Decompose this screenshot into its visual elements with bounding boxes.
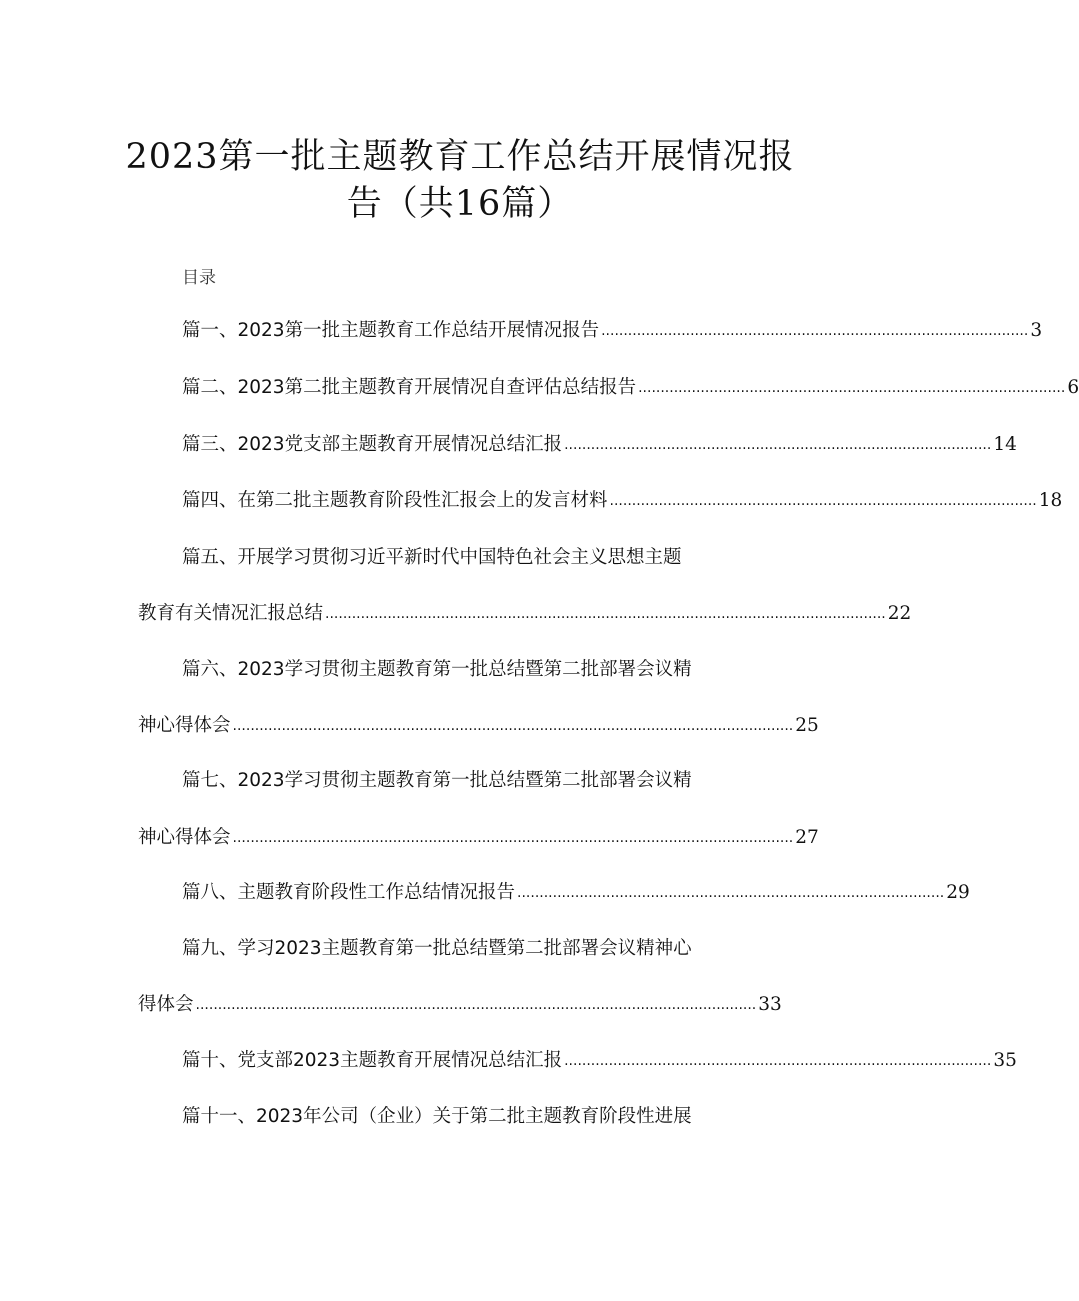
toc-leader-dots: ................................................................................................ (609, 493, 1037, 509)
toc-page-number: 27 (795, 827, 819, 848)
document-title-line-2: 告（共16篇） (346, 184, 574, 224)
toc-entry-9-line-1[interactable]: 篇九、学习2023主题教育第一批总结暨第二批部署会议精神心 (182, 938, 692, 959)
toc-leader-dots: ................................................................................................ (638, 380, 1066, 396)
toc-leader-dots: .............................................................................................................................. (325, 606, 886, 622)
toc-heading: 目录 (182, 268, 216, 288)
toc-leader-dots: .............................................................................................................................. (195, 997, 757, 1013)
toc-entry-6-line-1[interactable]: 篇六、2023学习贯彻主题教育第一批总结暨第二批部署会议精 (182, 659, 692, 680)
toc-entry-9-line-2[interactable] (138, 992, 782, 1018)
toc-entry-10[interactable] (182, 1048, 1017, 1074)
toc-entry-1[interactable] (182, 318, 1043, 344)
toc-entry-title-continued: 神心得体会 (138, 827, 231, 848)
toc-entry-4[interactable] (182, 488, 1063, 514)
toc-page-number: 29 (946, 882, 970, 903)
toc-entry-7-line-2[interactable] (138, 825, 819, 851)
toc-page-number: 22 (887, 603, 912, 624)
toc-entry-title: 篇一、2023第一批主题教育工作总结开展情况报告 (182, 320, 600, 341)
toc-page-number: 6 (1067, 377, 1079, 398)
toc-entry-title-continued: 教育有关情况汇报总结 (138, 603, 324, 624)
toc-page-number: 18 (1038, 490, 1063, 511)
toc-page-number: 33 (758, 994, 782, 1015)
toc-entry-2[interactable] (182, 375, 1079, 401)
toc-page-number: 35 (993, 1050, 1017, 1071)
toc-entry-8[interactable] (182, 880, 970, 906)
toc-entry-title: 篇十、党支部2023主题教育开展情况总结汇报 (182, 1050, 563, 1071)
toc-entry-title: 篇八、主题教育阶段性工作总结情况报告 (182, 882, 516, 903)
toc-page-number: 25 (795, 715, 819, 736)
toc-entry-11-line-1[interactable]: 篇十一、2023年公司（企业）关于第二批主题教育阶段性进展 (182, 1106, 692, 1127)
toc-entry-title: 篇三、2023党支部主题教育开展情况总结汇报 (182, 434, 563, 455)
toc-leader-dots: ................................................................................................ (601, 323, 1029, 339)
toc-page-number: 3 (1030, 320, 1043, 341)
toc-entry-title: 篇四、在第二批主题教育阶段性汇报会上的发言材料 (182, 490, 608, 511)
toc-leader-dots: ................................................................................................ (564, 1053, 992, 1069)
toc-page-number: 14 (993, 434, 1017, 455)
toc-entry-3[interactable] (182, 432, 1017, 458)
toc-leader-dots: ................................................................................................ (564, 437, 992, 453)
toc-entry-title: 篇二、2023第二批主题教育开展情况自查评估总结报告 (182, 377, 637, 398)
toc-entry-6-line-2[interactable] (138, 713, 819, 739)
toc-leader-dots: ................................................................................................ (517, 885, 945, 901)
toc-entry-title-continued: 神心得体会 (138, 715, 231, 736)
toc-entry-5-line-2[interactable] (138, 601, 912, 627)
toc-entry-5-line-1[interactable]: 篇五、开展学习贯彻习近平新时代中国特色社会主义思想主题 (182, 547, 682, 568)
toc-entry-7-line-1[interactable]: 篇七、2023学习贯彻主题教育第一批总结暨第二批部署会议精 (182, 770, 692, 791)
toc-leader-dots: .............................................................................................................................. (232, 718, 794, 734)
toc-leader-dots: .............................................................................................................................. (232, 830, 794, 846)
document-title-line-1: 2023第一批主题教育工作总结开展情况报 (125, 137, 795, 177)
toc-entry-title-continued: 得体会 (138, 994, 194, 1015)
